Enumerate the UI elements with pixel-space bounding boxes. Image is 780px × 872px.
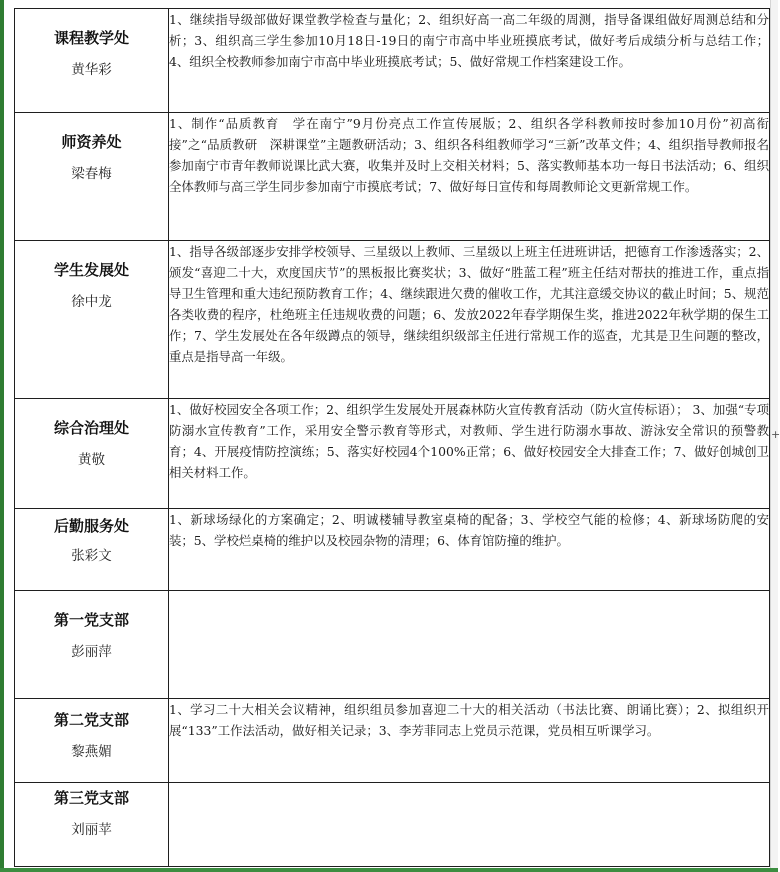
table-row: [15, 113, 770, 241]
work-description: 1、新球场绿化的方案确定；2、明诚楼辅导教室桌椅的配备；3、学校空气能的检修；4、新球场防爬的安装；5、学校烂桌椅的维护以及校园杂物的清理；6、体育馆防撞的维护。: [169, 512, 769, 548]
work-cell: [169, 113, 770, 241]
work-cell: [169, 591, 770, 699]
table-row: [15, 9, 770, 113]
department-name: 第一党支部: [53, 611, 129, 629]
department-name: 第二党支部: [53, 711, 129, 729]
person-name: 梁春梅: [71, 166, 112, 182]
department-cell: [15, 591, 169, 699]
table-row: [15, 591, 770, 699]
department-name: 第三党支部: [53, 789, 129, 807]
work-description: 1、学习二十大相关会议精神，组织组员参加喜迎二十大的相关活动（书法比赛、朗诵比赛）；2、拟组织开展“133”工作法活动，做好相关记录；3、李芳菲同志上党员示范课，党员相互听课学习。: [169, 702, 769, 738]
table-row: [15, 241, 770, 399]
work-description: 1、指导各级部逐步安排学校领导、三星级以上教师、三星级以上班主任进班讲话，把德育工作渗透落实；2、颁发“喜迎二十大，欢度国庆节”的黑板报比赛奖状；3、做好“胜蓝工程”班主任结对帮扶的推进工作，重点指导卫生管理和重大违纪预防教育工作；4、继续跟进欠费的催收工作，尤其注意缓交协议的截止时间；5、规范各类收费的程序，杜绝班主任违规收费的问题；6、发放2022年春学期保生奖，推进2022年秋学期的保生工作；7、学生发展处在各年级蹲点的领导，继续组织级部主任进行常规工作的巡查，尤其是卫生问题的整改，重点是指导高一年级。: [169, 244, 769, 364]
table-row: [15, 399, 770, 509]
right-scroll-rail[interactable]: [770, 0, 778, 872]
department-cell: [15, 241, 169, 399]
table-row: [15, 699, 770, 783]
department-cell: [15, 399, 169, 509]
person-name: 彭丽萍: [71, 644, 112, 660]
department-cell: [15, 9, 169, 113]
work-description: 1、制作“品质教育 学在南宁”9月份亮点工作宣传展版；2、组织各学科教师按时参加10月份”初高衔接”之“品质教研 深耕课堂”主题教研活动；3、组织各科组教师学习“三新”改革文件；4、组织指导教师报名参加南宁市青年教师说课比武大赛，收集并及时上交相关材料；5、落实教师基本功一每日书法活动；6、组织全体教师与高三学生同步参加南宁市摸底考试；7、做好每日宣传和每周教师论文更新常规工作。: [169, 116, 769, 194]
department-name: 师资养处: [61, 133, 122, 151]
table-row: [15, 783, 770, 867]
department-name: 课程教学处: [53, 29, 129, 47]
left-edge-marker: [0, 0, 4, 872]
work-cell: [169, 9, 770, 113]
department-name: 学生发展处: [53, 261, 129, 279]
department-cell: [15, 783, 169, 867]
bottom-edge-marker: [0, 868, 778, 872]
plus-icon[interactable]: +: [771, 428, 780, 441]
work-plan-table: [14, 8, 770, 867]
department-cell: [15, 509, 169, 591]
work-description: 1、继续指导级部做好课堂教学检查与量化；2、组织好高一高二年级的周测，指导备课组做好周测总结和分析；3、组织高三学生参加10月18日-19日的南宁市高中毕业班摸底考试，做好考后成绩分析与总结工作；4、组织全校教师参加南宁市高中毕业班摸底考试；5、做好常规工作档案建设工作。: [169, 12, 769, 69]
department-cell: [15, 113, 169, 241]
work-cell: [169, 399, 770, 509]
person-name: 黄敬: [78, 452, 105, 468]
work-cell: [169, 509, 770, 591]
department-name: 后勤服务处: [53, 517, 129, 535]
person-name: 刘丽苹: [71, 822, 112, 838]
work-cell: [169, 783, 770, 867]
work-cell: [169, 699, 770, 783]
department-name: 综合治理处: [53, 419, 129, 437]
department-cell: [15, 699, 169, 783]
person-name: 徐中龙: [71, 294, 112, 310]
person-name: 张彩文: [71, 548, 112, 564]
person-name: 黄华彩: [71, 62, 112, 78]
person-name: 黎燕媚: [71, 744, 112, 760]
table-row: [15, 509, 770, 591]
work-description: 1、做好校园安全各项工作；2、组织学生发展处开展森林防火宣传教育活动（防火宣传标语）； 3、加强“专项防溺水宣传教育”工作，采用安全警示教育等形式，对教师、学生进行防溺水事故、游泳安全常识的预警教育；4、开展疫情防控演练；5、落实好校园4个100%正常；6、做好校园安全大排查工作；7、做好创城创卫相关材料工作。: [169, 402, 769, 480]
work-cell: [169, 241, 770, 399]
